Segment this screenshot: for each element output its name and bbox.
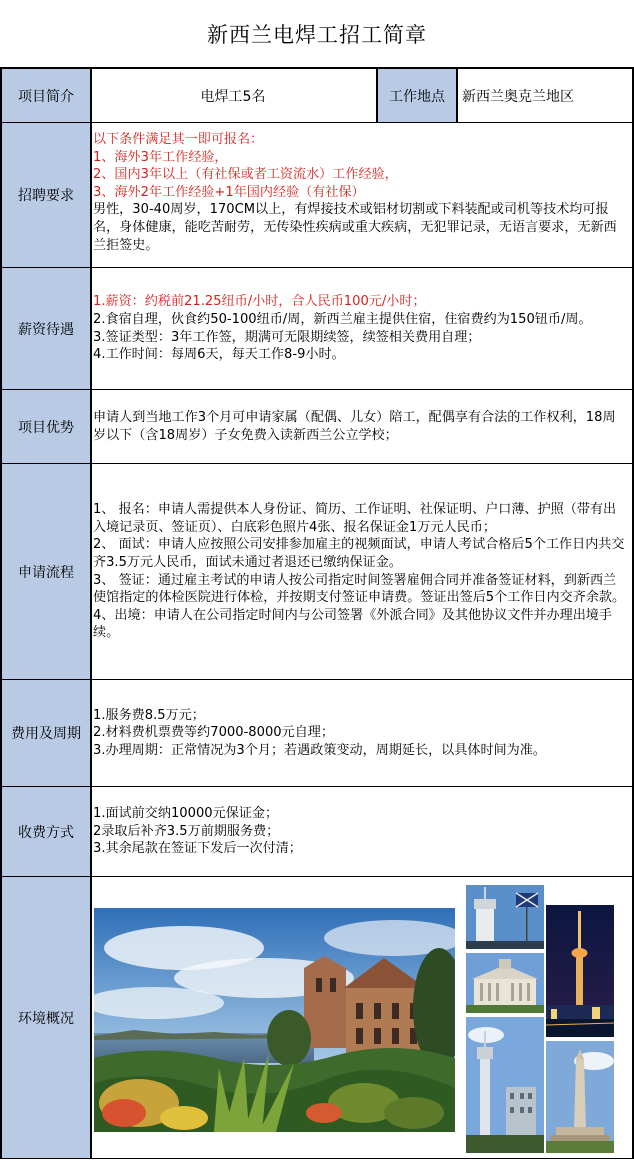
header-requirements: 招聘要求 — [0, 123, 92, 267]
city-tower-photo — [466, 1017, 544, 1153]
fees-content — [90, 680, 634, 786]
salary-hours: 4.工作时间：每周6天，每天工作8-9小时。 — [93, 347, 345, 363]
night-tower-photo — [546, 905, 614, 1037]
page-title: 新西兰电焊工招工简章 — [207, 22, 427, 47]
header-advantages: 项目优势 — [0, 390, 92, 463]
payment-step-1: 1.面试前交纳10000元保证金； — [93, 806, 279, 822]
header-overview: 项目简介 — [0, 69, 92, 122]
sky-tower-photo — [466, 885, 544, 949]
fee-cycle: 3.办理周期：正常情况为3个月；若遇政策变动，周期延长，以具体时间为准。 — [93, 742, 546, 758]
header-fees: 费用及周期 — [0, 680, 92, 786]
salary-board: 2.食宿自理，伙食约50-100纽币/周，新西兰雇主提供住宿，住宿费约为150钮币/周。 — [93, 311, 592, 327]
row-payment — [0, 787, 634, 877]
row-salary — [0, 268, 634, 390]
header-process: 申请流程 — [0, 464, 92, 679]
salary-content — [90, 268, 634, 389]
location-value: 新西兰奥克兰地区 — [458, 69, 634, 122]
requirement-details: 男性，30-40周岁，170CM以上，有焊接技术或铝材切割或下料装配或司机等技术均可报名，身体健康，能吃苦耐劳，无传染性疾病或重大疾病，无犯罪记录，无语言要求，无新西兰拒签史。 — [93, 202, 617, 253]
row-advantages — [0, 390, 634, 464]
header-salary: 薪资待遇 — [0, 268, 92, 389]
requirements-content — [90, 123, 634, 267]
advantages-text: 申请人到当地工作3个月可申请家属（配偶、儿女）陪工，配偶享有合法的工作权利，18周岁以下（含18周岁）子女免费入读新西兰公立学校； — [93, 409, 616, 443]
fee-service: 1.服务费8.5万元； — [93, 707, 205, 723]
row-requirements — [0, 123, 634, 268]
requirement-intro: 以下条件满足其一即可报名： — [93, 132, 264, 147]
process-step-1: 1、 报名：申请人需提供本人身份证、简历、工作证明、社保证明、户口薄、护照（带有出入境记录页、签证页）、白底彩色照片4张、报名保证金1万元人民币； — [93, 502, 617, 535]
auckland-university-photo — [94, 908, 455, 1132]
environment-content — [90, 877, 634, 1158]
row-process — [0, 464, 634, 680]
header-payment: 收费方式 — [0, 787, 92, 876]
requirement-option-2: 2、国内3年以上（有社保或者工资流水）工作经验， — [93, 167, 398, 183]
salary-wage: 1.薪资：约税前21.25纽币/小时，合人民币100元/小时； — [93, 294, 426, 310]
fee-materials: 2.材料费机票费等约7000-8000元自理； — [93, 725, 334, 741]
row-overview — [0, 69, 634, 123]
row-environment — [0, 877, 634, 1159]
payment-step-3: 3.其余尾款在签证下发后一次付清； — [93, 841, 302, 857]
war-memorial-photo — [546, 1041, 614, 1153]
requirement-option-1: 1、海外3年工作经验， — [93, 149, 228, 165]
row-fees — [0, 680, 634, 787]
process-step-4: 4、出境：申请人在公司指定时间内与公司签署《外派合同》及其他协议文件并办理出境手续。 — [93, 607, 612, 641]
advantages-content — [90, 390, 634, 463]
location-label: 工作地点 — [378, 69, 458, 122]
info-table — [0, 67, 634, 1160]
salary-visa: 3.签证类型：3年工作签，期满可无限期续签，续签相关费用自理； — [93, 329, 481, 345]
position-value: 电焊工5名 — [90, 69, 378, 122]
process-content — [90, 464, 634, 679]
process-step-2: 2、 面试：申请人应按照公司安排参加雇主的视频面试，申请人考试合格后5个工作日内共交齐3.5万元人民币，面试未通过者退还已缴纳保证金。 — [93, 537, 625, 570]
payment-step-2: 2录取后补齐3.5万前期服务费； — [93, 823, 280, 839]
payment-content — [90, 787, 634, 876]
museum-photo — [466, 953, 544, 1013]
header-environment: 环境概况 — [0, 877, 92, 1158]
requirement-option-3: 3、海外2年工作经验+1年国内经验（有社保） — [93, 184, 365, 200]
process-step-3: 3、 签证：通过雇主考试的申请人按公司指定时间签署雇佣合同并准备签证材料，到新西兰使馆指定的体检医院进行体检，并按期支付签证申请费。签证出签后5个工作日内交齐余款。 — [93, 572, 626, 606]
